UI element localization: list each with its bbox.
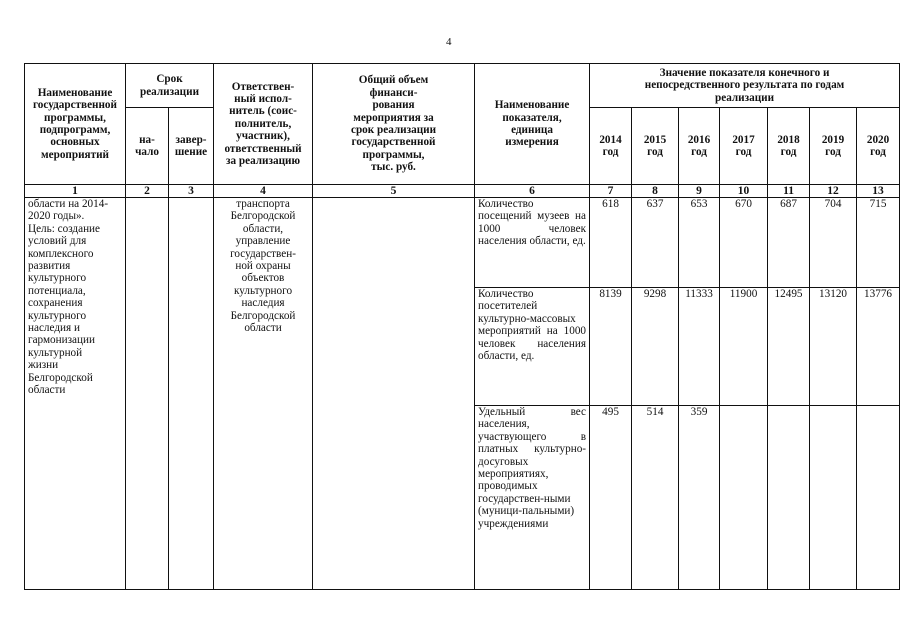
header-end: завер- шение: [169, 108, 214, 185]
value-2020: [857, 406, 900, 590]
column-number: 12: [810, 185, 857, 198]
value-2014: 495: [590, 406, 632, 590]
value-2016: 653: [679, 198, 720, 288]
header-indicator: Наименование показателя, единица измерения: [475, 64, 590, 185]
column-number: 1: [25, 185, 126, 198]
header-year-2015: 2015 год: [632, 108, 679, 185]
finance-cell: [313, 198, 475, 590]
header-values-group: Значение показателя конечного и непосредственного результата по годам реализации: [590, 64, 900, 108]
start-cell: [126, 198, 169, 590]
column-number: 2: [126, 185, 169, 198]
program-description: области на 2014- 2020 годы». Цель: создание условий для комплексного развития культурного потенциала, сохранения культурного наследия и гармонизации культурной жизни Белгородской области: [25, 198, 126, 590]
column-number: 7: [590, 185, 632, 198]
value-2019: [810, 406, 857, 590]
value-2015: 9298: [632, 288, 679, 406]
value-2016: 359: [679, 406, 720, 590]
header-year-2016: 2016 год: [679, 108, 720, 185]
column-number: 9: [679, 185, 720, 198]
indicator-name: Количество посетителей культурно-массовых мероприятий на 1000 человек населения области, ед.: [475, 288, 590, 406]
value-2016: 11333: [679, 288, 720, 406]
header-year-2017: 2017 год: [720, 108, 768, 185]
header-term: Срок реализации: [126, 64, 214, 108]
indicators-table: [24, 63, 900, 590]
value-2020: 715: [857, 198, 900, 288]
value-2014: 618: [590, 198, 632, 288]
value-2018: 687: [768, 198, 810, 288]
header-year-2019: 2019 год: [810, 108, 857, 185]
value-2017: 670: [720, 198, 768, 288]
end-cell: [169, 198, 214, 590]
value-2017: 11900: [720, 288, 768, 406]
value-2019: 13120: [810, 288, 857, 406]
header-responsible: Ответствен- ный испол- нитель (соис- полнитель, участник), ответственный за реализацию: [214, 64, 313, 185]
value-2019: 704: [810, 198, 857, 288]
column-number: 4: [214, 185, 313, 198]
indicator-name: Количество посещений музеев на 1000 человек населения области, ед.: [475, 198, 590, 288]
column-number: 5: [313, 185, 475, 198]
page-number: 4: [446, 36, 452, 48]
header-start: на- чало: [126, 108, 169, 185]
value-2018: 12495: [768, 288, 810, 406]
value-2018: [768, 406, 810, 590]
value-2017: [720, 406, 768, 590]
column-number: 6: [475, 185, 590, 198]
value-2014: 8139: [590, 288, 632, 406]
column-number: 8: [632, 185, 679, 198]
header-year-2018: 2018 год: [768, 108, 810, 185]
column-number: 3: [169, 185, 214, 198]
column-number: 11: [768, 185, 810, 198]
column-number: 10: [720, 185, 768, 198]
responsible-executor: транспорта Белгородской области, управление государствен- ной охраны объектов культурного наследия Белгородской области: [214, 198, 313, 590]
value-2015: 637: [632, 198, 679, 288]
value-2015: 514: [632, 406, 679, 590]
value-2020: 13776: [857, 288, 900, 406]
column-number: 13: [857, 185, 900, 198]
header-program-name: Наименование государственной программы, подпрограмм, основных мероприятий: [25, 64, 126, 185]
header-year-2014: 2014 год: [590, 108, 632, 185]
indicator-name: Удельный вес населения, участвующего в платных культурно-досуговых мероприятиях, проводимых государствен-ными (муници-пальными) учреждениями: [475, 406, 590, 590]
header-year-2020: 2020 год: [857, 108, 900, 185]
header-finance: Общий объем финанси- рования мероприятия за срок реализации государственной программы, тыс. руб.: [313, 64, 475, 185]
